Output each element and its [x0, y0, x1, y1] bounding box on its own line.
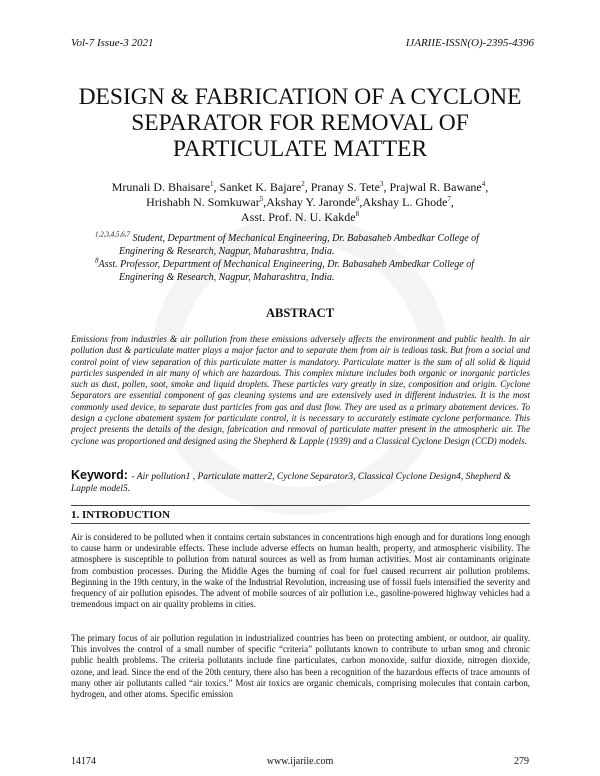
body-paragraph: The primary focus of air pollution regulation in industrialized countries has been on protecting ambient, or outdoor, air quality. This involves the control of a small number of specific “criteria” pollutants known to contribute to urban smog and chronic public health problems. The criteria pollutants include fine particulates, carbon monoxide, sulfur dioxide, nitrogen dioxide, ozone, and lead. Since the end of the 20th century, there also has been a recognition of the hazardous effects of trace amounts of many other air pollutants called “air toxics.” Most air toxics are organic chemicals, comprising molecules that contain carbon, hydrogen, and other atoms. Specific emission	[71, 633, 530, 700]
author-list	[60, 180, 540, 225]
author-name: Sanket K. Bajare	[219, 180, 302, 194]
section-rule-bottom	[71, 523, 530, 524]
author-index: 1	[210, 180, 214, 188]
author-index: 6	[355, 195, 360, 203]
author-name: Prajwal R. Bawane	[389, 180, 482, 194]
author-name: Hrishabh N. Somkuwar	[146, 195, 260, 209]
author-name: Akshay Y. Jaronde	[266, 195, 356, 209]
author-name: Asst. Prof. N. U. Kakde	[240, 210, 356, 224]
footer-website: www.ijariie.com	[266, 756, 334, 767]
author-index: 5	[259, 195, 264, 203]
affiliations	[95, 232, 515, 284]
affiliation-student: $^{1,2,3,4,5,6,7}$ Student, Department of Mechanical Engineering, Dr. Babasaheb Ambedkar College of Enginering & Research, Nagpur, Maharashtra, India.	[95, 230, 479, 257]
affiliation-professor: $^8$Asst. Professor, Department of Mechanical Engineering, Dr. Babasaheb Ambedkar College of Enginering & Research, Nagpur, Maharashtra, India.	[95, 256, 475, 283]
author-index: 8	[355, 210, 360, 218]
footer-paper-id: 14174	[71, 756, 96, 767]
section-heading: 1. INTRODUCTION	[71, 509, 171, 521]
author-name: Akshay L. Ghode	[362, 195, 448, 209]
author-name: Pranay S. Tete	[310, 180, 380, 194]
author-index: 4	[481, 180, 486, 188]
author-line-3	[60, 210, 540, 225]
keywords-list: - Air pollution1 , Particulate matter2, Cyclone Separator3, Classical Cyclone Design4, Shepherd & Lapple model5.	[71, 472, 511, 494]
keywords	[71, 469, 530, 495]
body-paragraph: Air is considered to be polluted when it contains certain substances in concentrations high enough and for durations long enough to cause harm or undesirable effects. These include adverse effects on human health, property, and atmospheric visibility. The atmosphere is susceptible to pollution from natural sources as well as from human activities. Most air contaminants originate from combustion processes. During the Middle Ages the burning of coal for fuel caused recurrent air pollution problems. Beginning in the 19th century, in the wake of the Industrial Revolution, increasing use of fossil fuels intensified the severity and frequency of air pollution episodes. The advent of mobile sources of air pollution i.e., gasoline-powered highway vehicles had a tremendous impact on air quality problems in cities.	[71, 532, 530, 610]
header-issn: IJARIIE-ISSN(O)-2395-4396	[405, 37, 534, 49]
abstract-body: Emissions from industries & air pollution from these emissions adversely affects the environment and public health. In air pollution dust & particulate matter plays a major factor and to separate them from air is tedious task. But from a social and control point of view separation of this particulate matter is mandatory. Particulate matter is the sum of all solid & liquid particles suspended in air many of which are hazardous. This complex mixture includes both organic or inorganic particles such as dust, pollen, soot, smoke and liquid droplets. These particles vary greatly in size, composition and origin. Cyclone Separators are essential component of gas cleaning systems and are extensively used in different industries. It is the most commonly used device, to separate dust particles from gas and dust flow. They are used as a primary abatement devices. To design a cyclone abatement system for particulate control, it is necessary to accurately estimate cyclone performance. This project presents the details of the design, fabrication and removal of particulate matter present in the atmospheric air. The cyclone was proportioned and designed using the Shepherd & Lapple (1939) and a Classical Cyclone Design (CCD) models.	[71, 334, 530, 446]
author-index: 3	[379, 180, 384, 188]
author-index: 2	[301, 180, 305, 188]
author-name: Mrunali D. Bhaisare	[111, 180, 211, 194]
footer-page-number: 279	[514, 756, 529, 767]
section-rule-top	[71, 505, 530, 506]
author-index: 7	[447, 195, 451, 203]
paper-title: DESIGN & FABRICATION OF A CYCLONE SEPARATOR FOR REMOVAL OF PARTICULATE MATTER	[78, 84, 522, 162]
abstract-heading: ABSTRACT	[265, 306, 335, 320]
header-volume-issue: Vol-7 Issue-3 2021	[71, 37, 154, 49]
author-line-1: Mrunali D. Bhaisare$^1$, Sanket K. Bajare$^2$, Pranay S. Tete$^3$, Prajwal R. Bawane$^4$,	[111, 180, 489, 194]
keywords-label: Keyword:	[71, 468, 132, 482]
author-line-2: Hrishabh N. Somkuwar$^5$,Akshay Y. Jaronde$^6$,Akshay L. Ghode$^7$,	[146, 195, 454, 209]
